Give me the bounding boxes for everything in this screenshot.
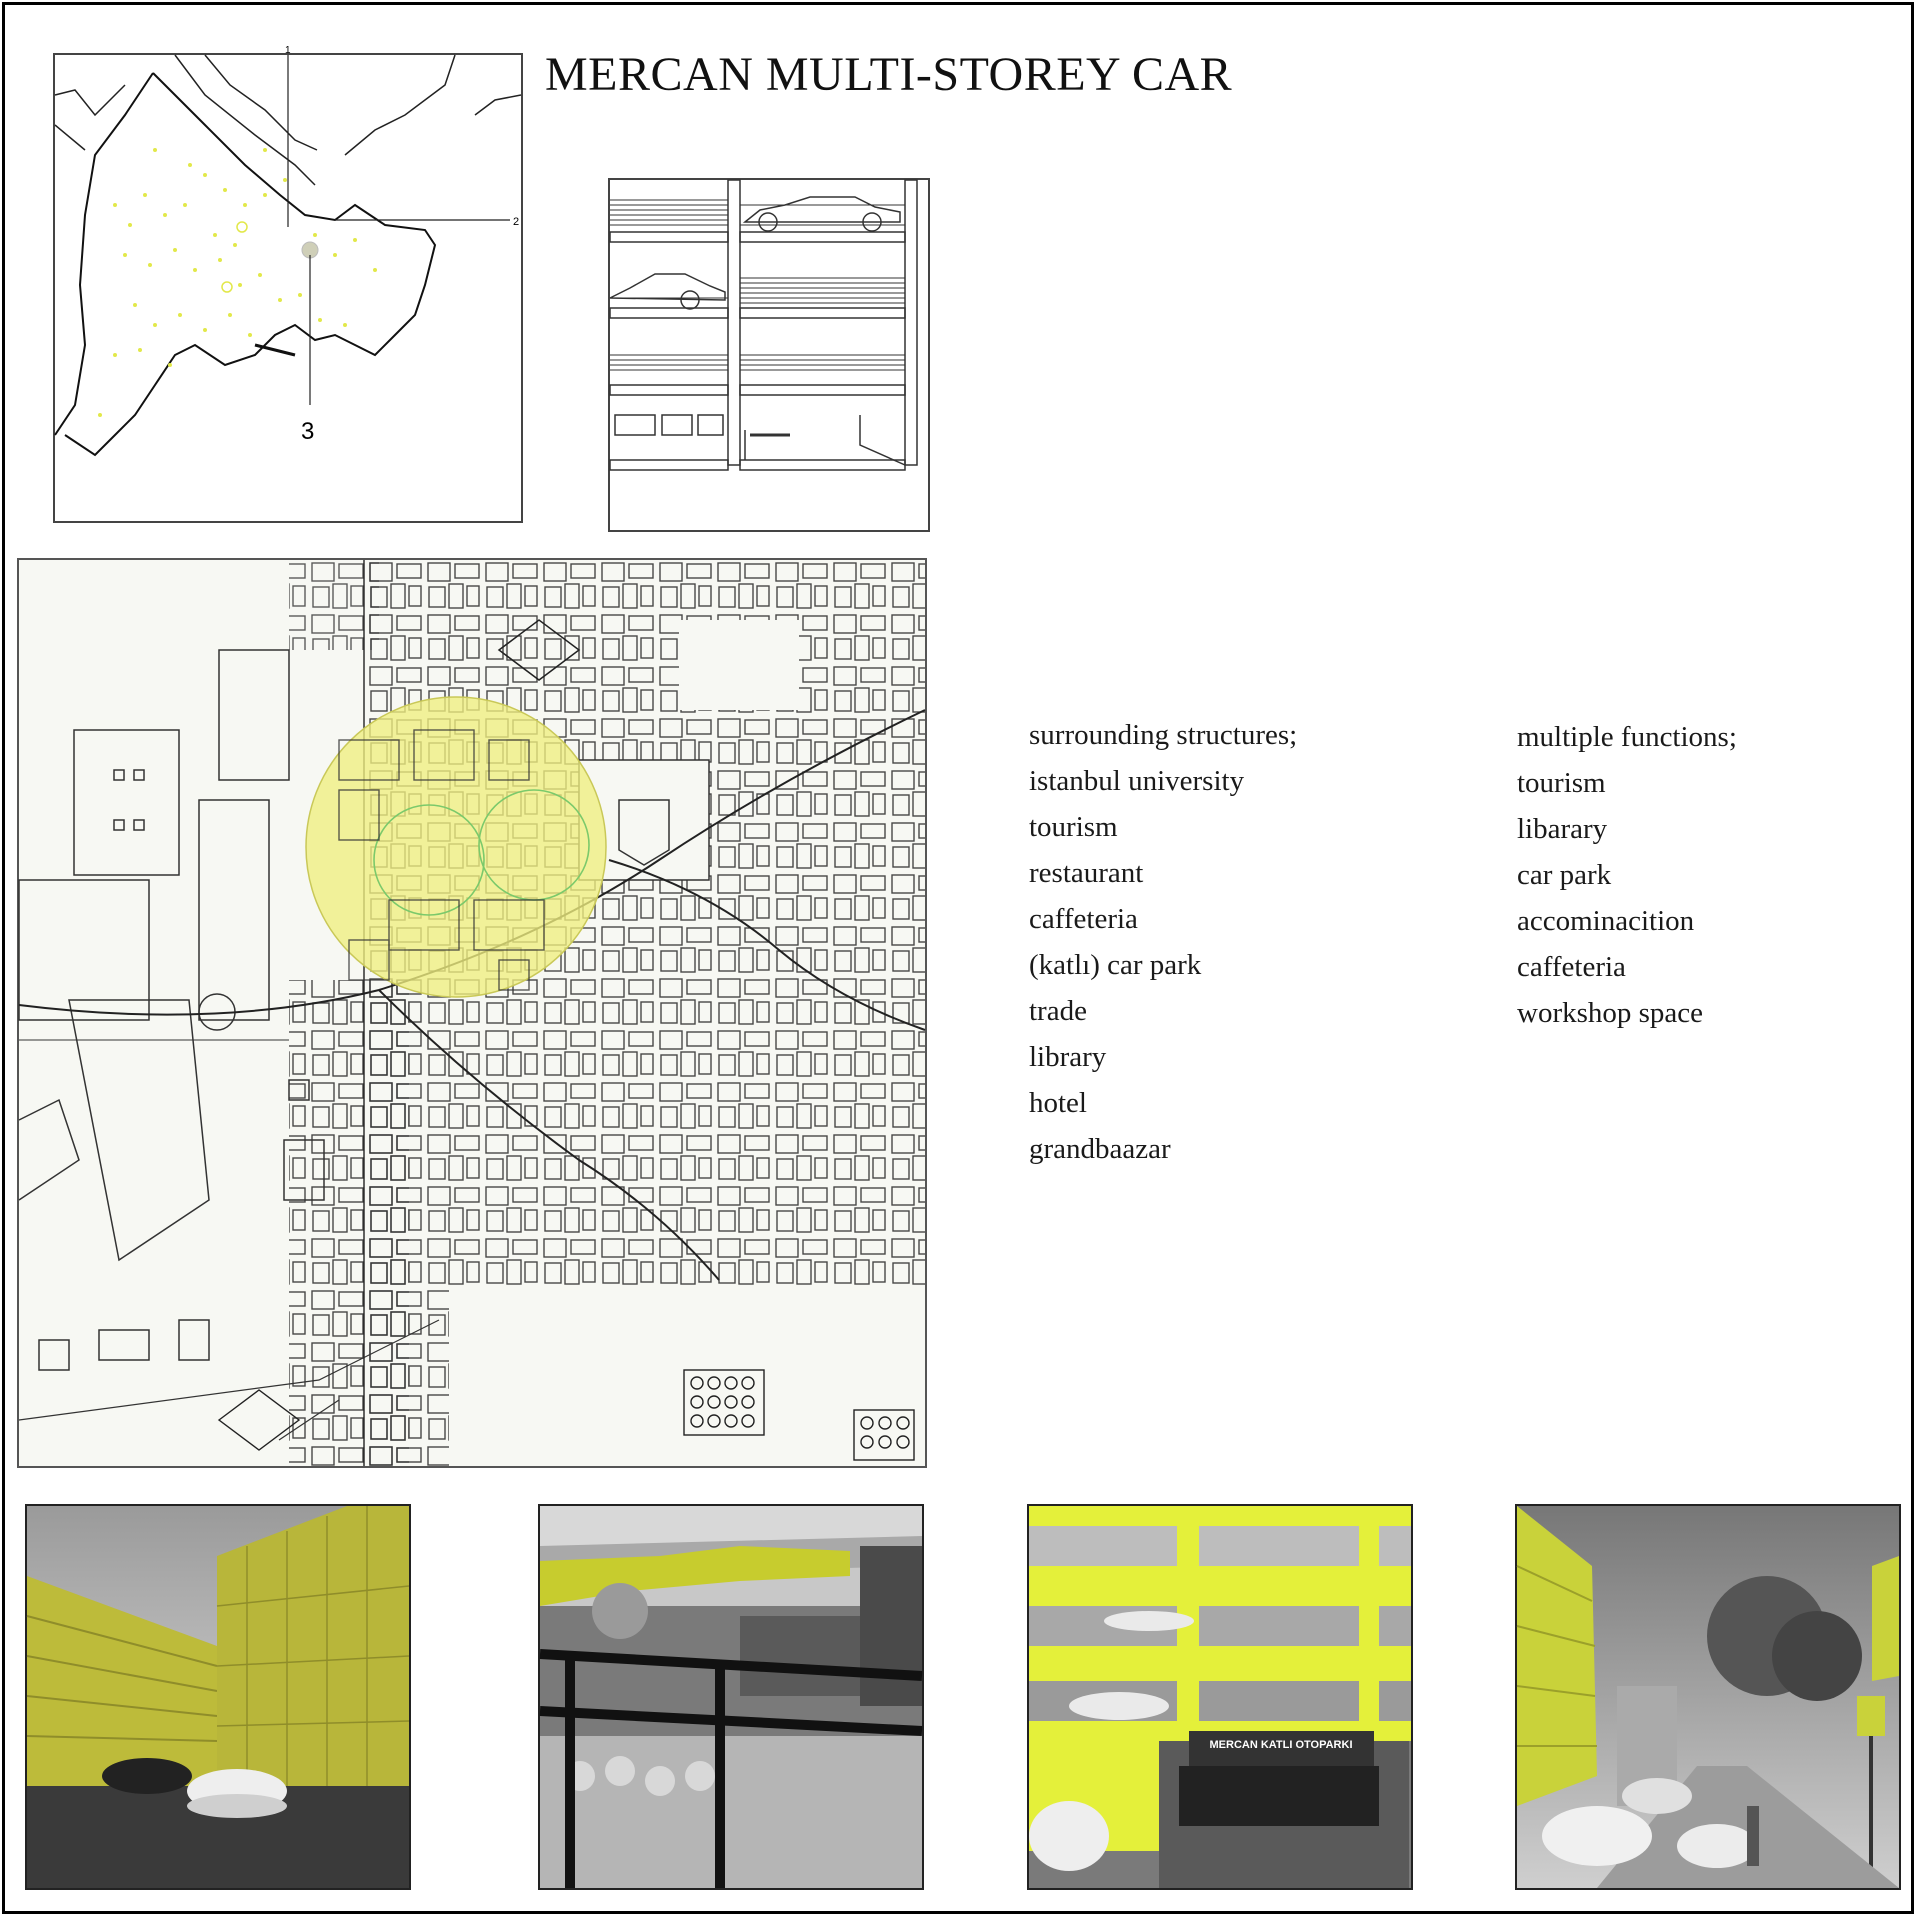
- car-park-sign-text: MERCAN KATLI OTOPARKI: [1209, 1739, 1353, 1751]
- surrounding-structures-list: [1029, 712, 1297, 1172]
- list-item: grandbaazar: [1029, 1133, 1171, 1165]
- list-item: tourism: [1029, 811, 1118, 843]
- section-svg: [610, 180, 928, 530]
- multiple-functions-list: [1517, 714, 1737, 1036]
- list-item: library: [1029, 1041, 1107, 1073]
- list-item: restaurant: [1029, 857, 1144, 889]
- list-item: tourism: [1517, 767, 1606, 799]
- list-item: workshop space: [1517, 997, 1704, 1029]
- list-item: caffeteria: [1517, 951, 1626, 983]
- list-item: accominacition: [1517, 905, 1695, 937]
- site-plan-svg: [19, 560, 925, 1466]
- list-item: (katlı) car park: [1029, 949, 1202, 981]
- list-item: multiple functions;: [1517, 721, 1737, 753]
- building-section-drawing: [608, 178, 930, 532]
- site-highlight-circle: [306, 697, 606, 997]
- list-item: libarary: [1517, 813, 1608, 845]
- photo-rooftop-view: [538, 1504, 924, 1890]
- list-item: hotel: [1029, 1087, 1087, 1119]
- marker-1-label: 1: [285, 45, 291, 56]
- list-item: trade: [1029, 995, 1087, 1027]
- poi-dots: [98, 148, 377, 417]
- site-plan-map: [17, 558, 927, 1468]
- list-item: caffeteria: [1029, 903, 1138, 935]
- list-item: surrounding structures;: [1029, 719, 1298, 751]
- marker-2-label: 2: [513, 216, 520, 228]
- list-item: istanbul university: [1029, 765, 1245, 797]
- photo-courtyard: [25, 1504, 411, 1890]
- list-item: car park: [1517, 859, 1612, 891]
- photo-street-view: [1515, 1504, 1901, 1890]
- marker-3-label: 3: [301, 418, 315, 445]
- location-map-drawing: [55, 45, 521, 521]
- location-map: [53, 45, 523, 523]
- photo-car-park-facade: [1027, 1504, 1413, 1890]
- page-title: MERCAN MULTI-STOREY CAR: [545, 48, 1233, 101]
